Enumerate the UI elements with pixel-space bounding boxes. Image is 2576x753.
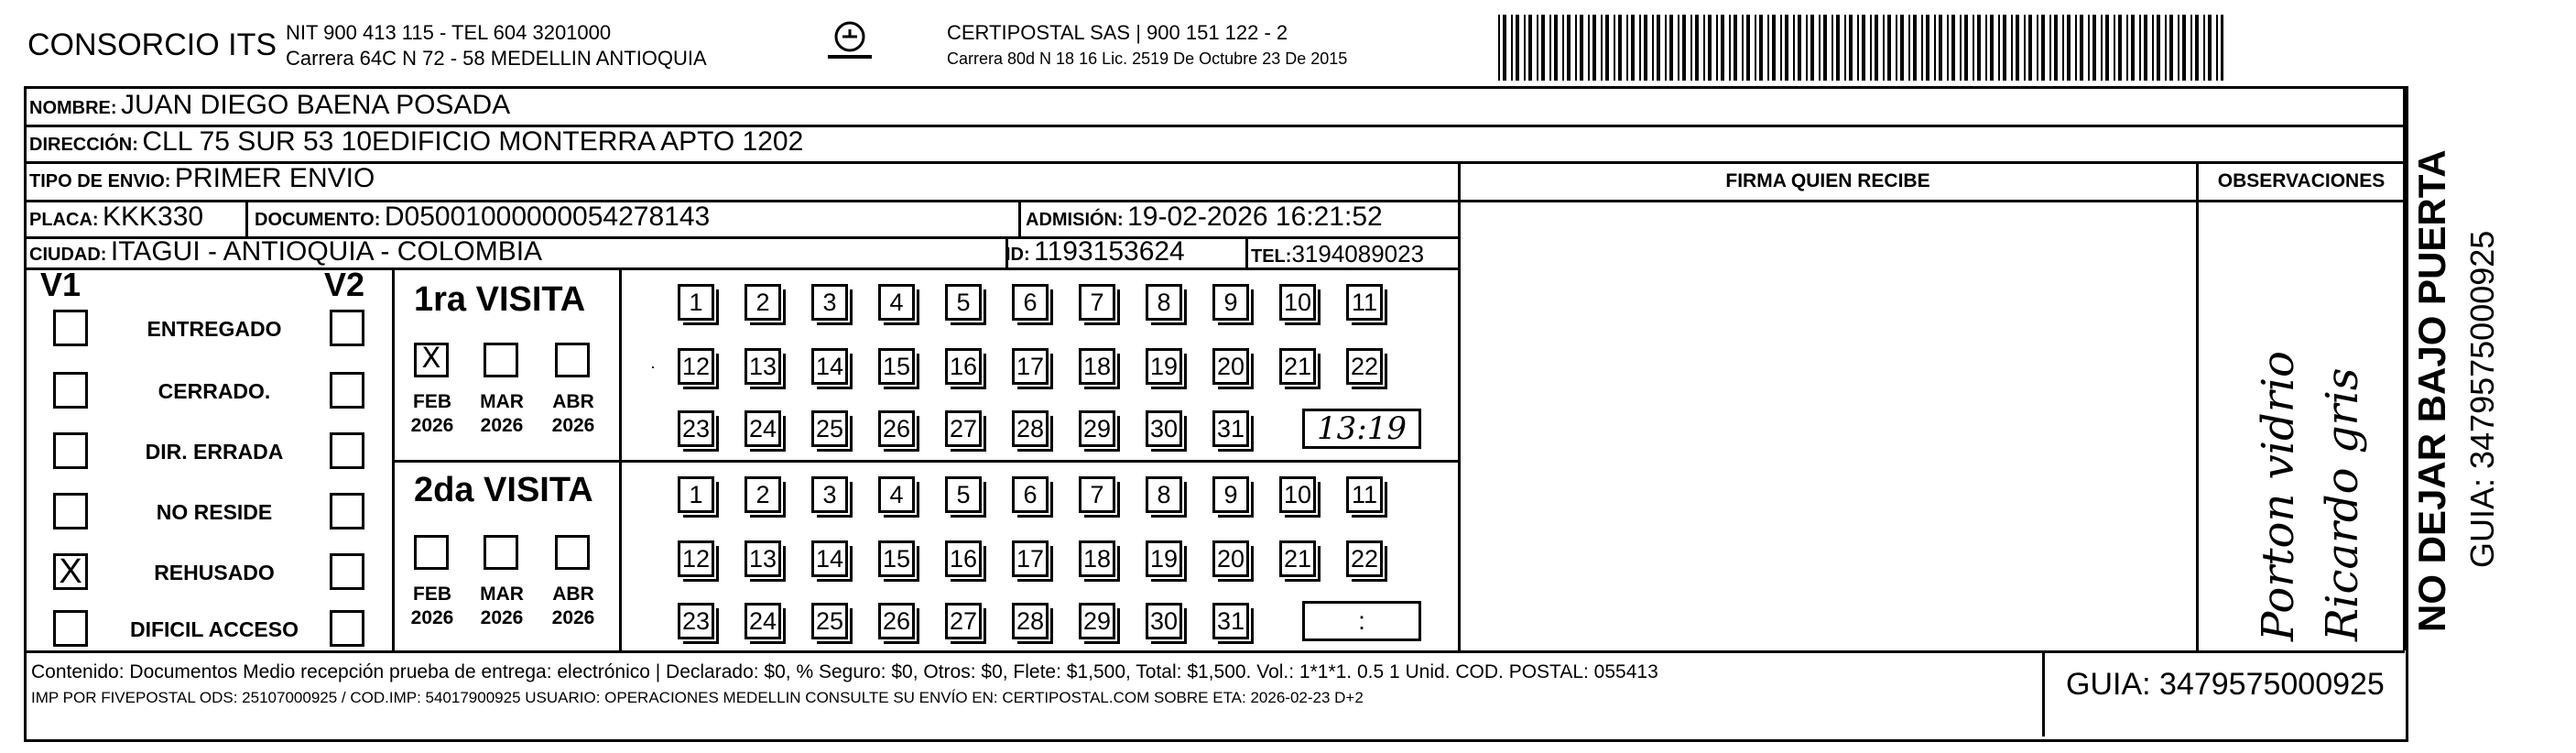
v1-checkbox[interactable]: X bbox=[53, 553, 88, 590]
month-year: 2026 bbox=[551, 607, 595, 628]
barcode-bar bbox=[2190, 15, 2192, 81]
barcode-bar bbox=[2003, 15, 2006, 81]
barcode-bar bbox=[1785, 15, 1788, 81]
barcode-bar bbox=[2216, 15, 2218, 81]
barcode-bar bbox=[1588, 15, 1590, 81]
day-box[interactable]: 9 bbox=[1212, 476, 1249, 513]
day-box[interactable]: 25 bbox=[811, 603, 848, 639]
barcode-bar bbox=[1823, 15, 1827, 81]
documento-cell bbox=[255, 202, 710, 233]
month-year: 2026 bbox=[551, 415, 595, 436]
row-line bbox=[24, 161, 2405, 164]
status-label: REHUSADO bbox=[154, 561, 275, 584]
day-box[interactable]: 25 bbox=[811, 410, 848, 447]
barcode-bar bbox=[2157, 15, 2160, 81]
day-box[interactable]: 11 bbox=[1346, 284, 1383, 321]
day-box[interactable]: 30 bbox=[1146, 603, 1182, 639]
day-box[interactable]: 7 bbox=[1079, 284, 1115, 321]
day-box[interactable]: 6 bbox=[1012, 284, 1049, 321]
barcode-bar bbox=[1592, 15, 1596, 81]
guia-number: GUIA: 3479575000925 bbox=[2066, 667, 2385, 702]
day-box[interactable]: 22 bbox=[1346, 540, 1383, 577]
month-label bbox=[474, 583, 529, 630]
day-box[interactable]: 17 bbox=[1012, 348, 1049, 385]
side-warning: NO DEJAR BAJO PUERTA bbox=[2410, 149, 2453, 632]
barcode-bar bbox=[2131, 15, 2135, 81]
day-box[interactable]: 18 bbox=[1079, 540, 1115, 577]
barcode-bar bbox=[1652, 15, 1654, 81]
barcode-bar bbox=[2114, 15, 2115, 81]
month-year: 2026 bbox=[480, 415, 524, 436]
id-value: 1193153624 bbox=[1034, 236, 1185, 267]
day-box[interactable]: 23 bbox=[678, 603, 714, 639]
day-box[interactable]: 1 bbox=[678, 476, 714, 513]
visit-divider bbox=[392, 460, 1458, 463]
barcode-bar bbox=[1605, 15, 1609, 81]
barcode-bar bbox=[1896, 15, 1897, 81]
admision-label: ADMISIÓN: bbox=[1026, 210, 1124, 230]
status-label: DIR. ERRADA bbox=[145, 440, 284, 464]
barcode-bar bbox=[1746, 15, 1750, 81]
month-label bbox=[405, 583, 460, 630]
certipostal-info bbox=[947, 20, 1347, 71]
nombre-value: JUAN DIEGO BAENA POSADA bbox=[121, 90, 511, 120]
day-box[interactable]: 23 bbox=[678, 410, 714, 447]
admision-cell bbox=[1026, 202, 1383, 233]
day-box[interactable]: 28 bbox=[1012, 410, 1049, 447]
col-line bbox=[245, 200, 248, 236]
v1-checkbox[interactable] bbox=[53, 493, 88, 529]
tipo-value: PRIMER ENVIO bbox=[174, 163, 375, 193]
day-box[interactable]: 2 bbox=[745, 476, 781, 513]
v2-checkbox[interactable] bbox=[330, 553, 364, 590]
day-box[interactable]: 8 bbox=[1146, 476, 1182, 513]
v2-checkbox[interactable] bbox=[330, 310, 364, 346]
day-box[interactable]: 14 bbox=[811, 540, 848, 577]
visit1-title: 1ra VISITA bbox=[414, 280, 586, 319]
col-line bbox=[2042, 650, 2045, 737]
barcode-bar bbox=[1921, 15, 1923, 81]
barcode-bar bbox=[1973, 15, 1974, 81]
barcode-bar bbox=[1729, 15, 1731, 81]
barcode-bar bbox=[1985, 15, 1987, 81]
admision-value: 19-02-2026 16:21:52 bbox=[1127, 202, 1383, 232]
cert-line: CERTIPOSTAL SAS | 900 151 122 - 2 bbox=[947, 21, 1288, 44]
barcode-bar bbox=[2221, 15, 2223, 81]
ciudad-cell bbox=[29, 236, 542, 267]
day-box[interactable]: 28 bbox=[1012, 603, 1049, 639]
company-name: CONSORCIO ITS bbox=[27, 27, 277, 62]
day-box[interactable]: 31 bbox=[1212, 603, 1249, 639]
day-box[interactable]: 30 bbox=[1146, 410, 1182, 447]
barcode-bar bbox=[1934, 15, 1936, 81]
barcode-bar bbox=[1639, 15, 1641, 81]
tel-cell bbox=[1251, 240, 1424, 268]
v2-checkbox[interactable] bbox=[330, 372, 364, 409]
month-year: 2026 bbox=[410, 415, 454, 436]
barcode-bar bbox=[2178, 15, 2179, 81]
day-box[interactable]: 17 bbox=[1012, 540, 1049, 577]
month-checkbox[interactable] bbox=[484, 343, 518, 377]
footer-imp-line: IMP POR FIVEPOSTAL ODS: 25107000925 / COD.IMP: 54017900925 USUARIO: OPERACIONES MEDELLIN CONSULTE SU ENVÍO EN: CERTIPOSTAL.COM SOBRE ETA: 2026-02-23 D+2 bbox=[31, 689, 1364, 706]
barcode-bar bbox=[2139, 15, 2141, 81]
col-line bbox=[1018, 200, 1021, 236]
day-box[interactable]: 21 bbox=[1279, 540, 1316, 577]
day-box[interactable]: 8 bbox=[1146, 284, 1182, 321]
day-box[interactable]: 7 bbox=[1079, 476, 1115, 513]
barcode-bar bbox=[2208, 15, 2212, 81]
barcode-bar bbox=[2126, 15, 2128, 81]
visit2-title: 2da VISITA bbox=[414, 471, 593, 509]
day-box[interactable]: 11 bbox=[1346, 476, 1383, 513]
barcode-bar bbox=[1528, 15, 1532, 81]
barcode bbox=[1498, 15, 2223, 81]
day-box[interactable]: 10 bbox=[1279, 476, 1316, 513]
barcode-bar bbox=[1669, 15, 1673, 81]
barcode-bar bbox=[1721, 15, 1724, 81]
barcode-bar bbox=[1759, 15, 1763, 81]
month-checkbox[interactable]: X bbox=[414, 343, 449, 377]
barcode-bar bbox=[1960, 15, 1962, 81]
barcode-bar bbox=[1951, 15, 1955, 81]
month-name: MAR bbox=[480, 391, 524, 412]
day-box[interactable]: 29 bbox=[1079, 410, 1115, 447]
barcode-bar bbox=[2016, 15, 2019, 81]
status-label: DIFICIL ACCESO bbox=[129, 617, 299, 641]
barcode-bar bbox=[1883, 15, 1885, 81]
barcode-bar bbox=[1939, 15, 1942, 81]
v2-checkbox[interactable] bbox=[330, 610, 364, 647]
v1-checkbox[interactable] bbox=[53, 372, 88, 409]
barcode-bar bbox=[2195, 15, 2199, 81]
placa-label: PLACA: bbox=[29, 210, 99, 230]
day-box[interactable]: 24 bbox=[745, 410, 781, 447]
certipostal-logo bbox=[824, 16, 875, 68]
barcode-bar bbox=[1836, 15, 1840, 81]
day-box[interactable]: 24 bbox=[745, 603, 781, 639]
month-name: ABR bbox=[552, 391, 594, 412]
barcode-bar bbox=[1793, 15, 1795, 81]
barcode-bar bbox=[2075, 15, 2077, 81]
barcode-bar bbox=[1913, 15, 1917, 81]
barcode-bar bbox=[1819, 15, 1821, 81]
barcode-bar bbox=[2165, 15, 2167, 81]
day-box[interactable]: 26 bbox=[878, 410, 915, 447]
day-box[interactable]: 1 bbox=[678, 284, 714, 321]
barcode-bar bbox=[1575, 15, 1577, 81]
day-box[interactable]: 31 bbox=[1212, 410, 1249, 447]
barcode-bar bbox=[1567, 15, 1571, 81]
day-box[interactable]: 6 bbox=[1012, 476, 1049, 513]
month-checkbox[interactable] bbox=[555, 343, 590, 377]
barcode-bar bbox=[2024, 15, 2026, 81]
barcode-bar bbox=[1772, 15, 1776, 81]
barcode-bar bbox=[1580, 15, 1583, 81]
month-label bbox=[474, 390, 529, 438]
status-divider bbox=[392, 267, 395, 650]
day-box[interactable]: 5 bbox=[945, 476, 982, 513]
barcode-bar bbox=[1703, 15, 1705, 81]
barcode-bar bbox=[1537, 15, 1538, 81]
firma-header: FIRMA QUIEN RECIBE bbox=[1725, 170, 1930, 191]
barcode-bar bbox=[1695, 15, 1699, 81]
v2-checkbox[interactable] bbox=[330, 432, 364, 469]
barcode-bar bbox=[1844, 15, 1846, 81]
barcode-bar bbox=[1644, 15, 1647, 81]
barcode-bar bbox=[1498, 15, 1500, 81]
v2-header: V2 bbox=[324, 266, 365, 303]
barcode-bar bbox=[2101, 15, 2103, 81]
day-box[interactable]: 13 bbox=[745, 348, 781, 385]
v1-checkbox[interactable] bbox=[53, 610, 88, 647]
barcode-bar bbox=[2054, 15, 2058, 81]
barcode-bar bbox=[1716, 15, 1718, 81]
barcode-bar bbox=[2011, 15, 2013, 81]
day-box[interactable]: 20 bbox=[1212, 540, 1249, 577]
day-box[interactable]: 22 bbox=[1346, 348, 1383, 385]
time-box[interactable]: 13:19 bbox=[1302, 409, 1421, 449]
day-box[interactable]: 27 bbox=[945, 603, 982, 639]
documento-value: D05001000000054278143 bbox=[384, 202, 711, 232]
barcode-bar bbox=[1908, 15, 1910, 81]
day-box[interactable]: 5 bbox=[945, 284, 982, 321]
row-line bbox=[24, 650, 2405, 653]
direccion-row bbox=[29, 126, 803, 158]
side-guia: GUIA: 3479575000925 bbox=[2463, 230, 2501, 568]
day-box[interactable]: 3 bbox=[811, 476, 848, 513]
placa-value: KKK330 bbox=[103, 202, 204, 232]
id-cell bbox=[1005, 236, 1185, 267]
day-box[interactable]: 19 bbox=[1146, 348, 1182, 385]
barcode-bar bbox=[1831, 15, 1833, 81]
month-name: ABR bbox=[552, 584, 594, 605]
col-line bbox=[2196, 161, 2199, 650]
barcode-bar bbox=[1665, 15, 1667, 81]
v1-header: V1 bbox=[40, 266, 82, 303]
barcode-bar bbox=[1554, 15, 1558, 81]
month-year: 2026 bbox=[480, 607, 524, 628]
tel-label: TEL: bbox=[1251, 246, 1292, 267]
month-name: FEB bbox=[413, 391, 451, 412]
barcode-bar bbox=[1870, 15, 1872, 81]
barcode-bar bbox=[2169, 15, 2173, 81]
month-label bbox=[546, 583, 601, 630]
tipo-label: TIPO DE ENVIO: bbox=[29, 171, 171, 191]
barcode-bar bbox=[1849, 15, 1853, 81]
barcode-bar bbox=[1998, 15, 2000, 81]
barcode-bar bbox=[1947, 15, 1949, 81]
day-box[interactable]: 14 bbox=[811, 348, 848, 385]
barcode-bar bbox=[1755, 15, 1756, 81]
barcode-bar bbox=[1977, 15, 1981, 81]
day-box[interactable]: 26 bbox=[878, 603, 915, 639]
ciudad-label: CIUDAD: bbox=[29, 245, 107, 265]
day-box[interactable]: 21 bbox=[1279, 348, 1316, 385]
observaciones-header: OBSERVACIONES bbox=[2217, 170, 2386, 191]
v1-checkbox[interactable] bbox=[53, 432, 88, 469]
id-label: ID: bbox=[1005, 245, 1030, 265]
ciudad-value: ITAGUI - ANTIOQUIA - COLOMBIA bbox=[110, 236, 543, 267]
barcode-bar bbox=[1503, 15, 1506, 81]
day-box[interactable]: 10 bbox=[1279, 284, 1316, 321]
barcode-bar bbox=[1810, 15, 1814, 81]
barcode-bar bbox=[1682, 15, 1686, 81]
barcode-bar bbox=[1780, 15, 1782, 81]
barcode-bar bbox=[1549, 15, 1551, 81]
month-divider bbox=[619, 267, 622, 650]
day-box[interactable]: 20 bbox=[1212, 348, 1249, 385]
barcode-bar bbox=[1601, 15, 1603, 81]
barcode-bar bbox=[1631, 15, 1635, 81]
barcode-bar bbox=[2049, 15, 2051, 81]
barcode-bar bbox=[1614, 15, 1615, 81]
barcode-bar bbox=[1516, 15, 1519, 81]
tel-value: 3194089023 bbox=[1291, 240, 1425, 267]
day-box[interactable]: 9 bbox=[1212, 284, 1249, 321]
day-box[interactable]: 16 bbox=[945, 348, 982, 385]
barcode-bar bbox=[2067, 15, 2071, 81]
barcode-bar bbox=[2062, 15, 2064, 81]
barcode-bar bbox=[2088, 15, 2090, 81]
barcode-bar bbox=[2118, 15, 2122, 81]
day-box[interactable]: 18 bbox=[1079, 348, 1115, 385]
day-box[interactable]: 27 bbox=[945, 410, 982, 447]
month-year: 2026 bbox=[410, 607, 454, 628]
barcode-bar bbox=[2028, 15, 2032, 81]
month-name: MAR bbox=[480, 584, 524, 605]
day-box[interactable]: 4 bbox=[878, 284, 915, 321]
barcode-bar bbox=[2105, 15, 2109, 81]
barcode-bar bbox=[2092, 15, 2096, 81]
barcode-bar bbox=[1887, 15, 1891, 81]
cert-address-line: Carrera 80d N 18 16 Lic. 2519 De Octubre 23 De 2015 bbox=[947, 49, 1348, 68]
barcode-bar bbox=[1690, 15, 1692, 81]
v2-checkbox[interactable] bbox=[330, 493, 364, 529]
barcode-bar bbox=[2144, 15, 2147, 81]
direccion-label: DIRECCIÓN: bbox=[29, 135, 138, 155]
direccion-value: CLL 75 SUR 53 10EDIFICIO MONTERRA APTO 1202 bbox=[142, 126, 804, 157]
day-box[interactable]: 4 bbox=[878, 476, 915, 513]
barcode-bar bbox=[1900, 15, 1904, 81]
observation-line-1: Porton vidrio bbox=[2253, 351, 2304, 641]
barcode-bar bbox=[1767, 15, 1769, 81]
nombre-label: NOMBRE: bbox=[29, 98, 117, 118]
barcode-bar bbox=[1511, 15, 1513, 81]
barcode-bar bbox=[1678, 15, 1679, 81]
barcode-bar bbox=[1926, 15, 1929, 81]
day-box[interactable]: 13 bbox=[745, 540, 781, 577]
barcode-bar bbox=[1875, 15, 1878, 81]
barcode-bar bbox=[1562, 15, 1564, 81]
tipo-row bbox=[29, 163, 375, 194]
barcode-bar bbox=[1734, 15, 1737, 81]
placa-cell bbox=[29, 202, 203, 233]
barcode-bar bbox=[1626, 15, 1628, 81]
barcode-bar bbox=[1708, 15, 1712, 81]
month-checkbox[interactable] bbox=[414, 535, 449, 570]
day-box[interactable]: 16 bbox=[945, 540, 982, 577]
barcode-bar bbox=[1862, 15, 1865, 81]
barcode-bar bbox=[1990, 15, 1994, 81]
barcode-bar bbox=[2080, 15, 2083, 81]
barcode-bar bbox=[2041, 15, 2045, 81]
day-box[interactable]: 15 bbox=[878, 348, 915, 385]
row-line bbox=[24, 267, 1458, 270]
row-line bbox=[1458, 200, 2403, 202]
barcode-bar bbox=[1541, 15, 1545, 81]
company-info bbox=[286, 20, 707, 71]
time-box[interactable]: : bbox=[1302, 601, 1421, 641]
documento-label: DOCUMENTO: bbox=[255, 210, 381, 230]
barcode-bar bbox=[1806, 15, 1808, 81]
month-checkbox[interactable] bbox=[484, 535, 518, 570]
day-box[interactable]: 2 bbox=[745, 284, 781, 321]
barcode-bar bbox=[1742, 15, 1744, 81]
day-box[interactable]: 12 bbox=[678, 348, 714, 385]
status-label: CERRADO. bbox=[158, 379, 271, 403]
observation-line-2: Ricardo gris bbox=[2317, 367, 2368, 641]
stray-mark: · bbox=[650, 357, 656, 376]
barcode-bar bbox=[2203, 15, 2205, 81]
month-checkbox[interactable] bbox=[555, 535, 590, 570]
day-box[interactable]: 19 bbox=[1146, 540, 1182, 577]
day-box[interactable]: 29 bbox=[1079, 603, 1115, 639]
nombre-row bbox=[29, 90, 510, 121]
address-line: Carrera 64C N 72 - 58 MEDELLIN ANTIOQUIA bbox=[286, 47, 707, 70]
barcode-bar bbox=[1657, 15, 1660, 81]
month-label bbox=[405, 390, 460, 438]
day-box[interactable]: 3 bbox=[811, 284, 848, 321]
barcode-bar bbox=[1857, 15, 1859, 81]
barcode-bar bbox=[1524, 15, 1526, 81]
barcode-bar bbox=[1798, 15, 1801, 81]
day-box[interactable]: 15 bbox=[878, 540, 915, 577]
barcode-bar bbox=[1618, 15, 1622, 81]
day-box[interactable]: 12 bbox=[678, 540, 714, 577]
status-label: NO RESIDE bbox=[156, 500, 273, 524]
footer-content-line: Contenido: Documentos Medio recepción prueba de entrega: electrónico | Declarado: $0, % Seguro: $0, Otros: $0, Flete: $1,500, Total: $1,500. Vol.: 1*1*1. 0.5 1 Unid. COD. POSTAL: 055413 bbox=[31, 661, 1658, 682]
v1-checkbox[interactable] bbox=[53, 310, 88, 346]
month-name: FEB bbox=[413, 584, 451, 605]
side-divider bbox=[2403, 86, 2406, 650]
barcode-bar bbox=[2037, 15, 2038, 81]
col-line bbox=[1245, 236, 1248, 267]
col-line bbox=[1458, 161, 1461, 650]
barcode-bar bbox=[2182, 15, 2186, 81]
status-label: ENTREGADO bbox=[147, 317, 282, 341]
barcode-bar bbox=[1964, 15, 1968, 81]
barcode-bar bbox=[2152, 15, 2154, 81]
nit-line: NIT 900 413 115 - TEL 604 3201000 bbox=[286, 21, 612, 44]
month-label bbox=[546, 390, 601, 438]
